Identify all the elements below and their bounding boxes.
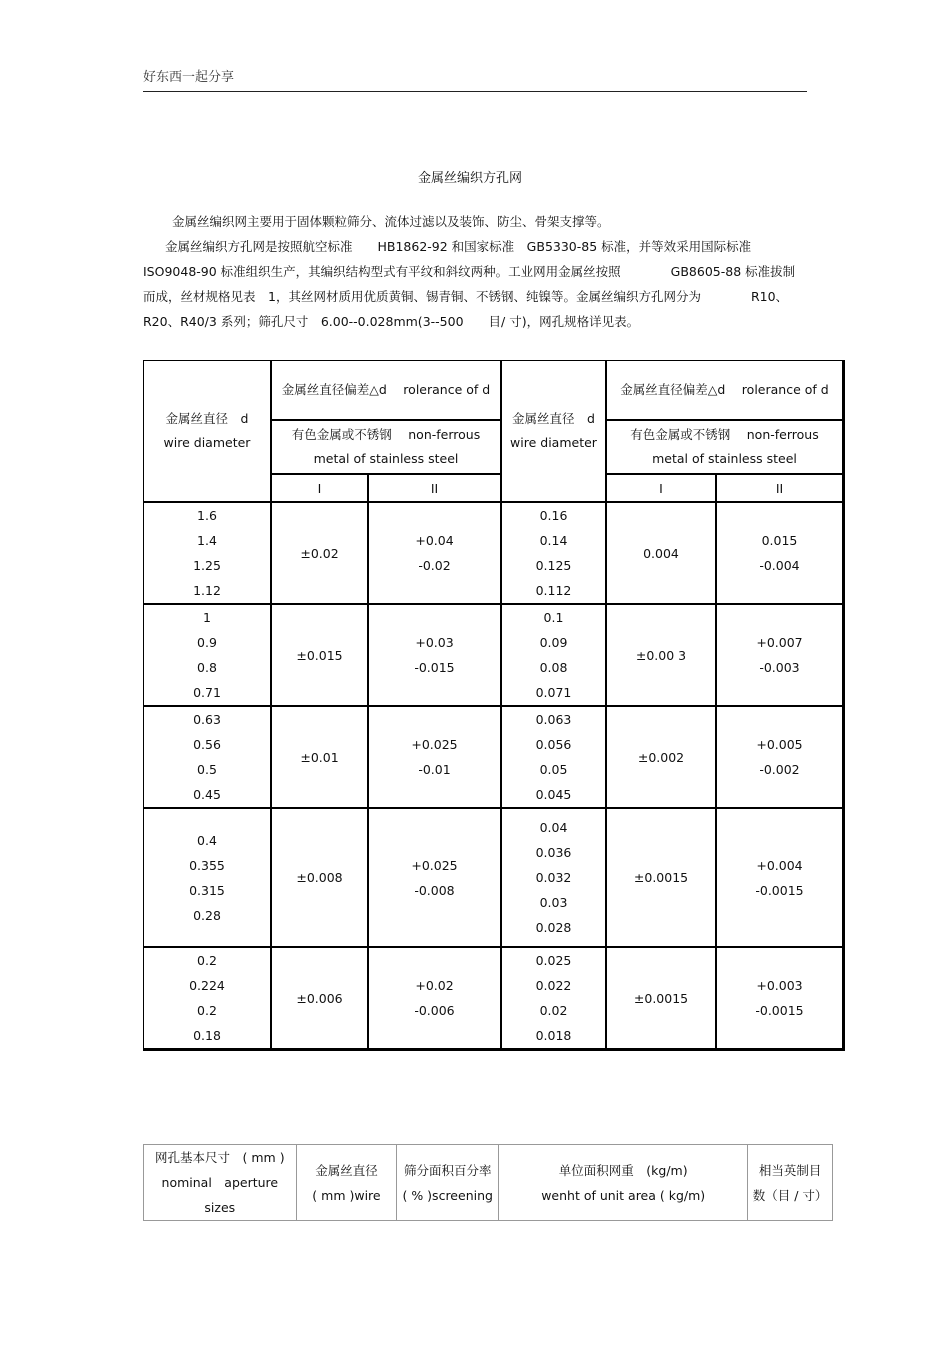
header-material: 有色金属或不锈钢 non-ferrous metal of stainless steel — [272, 421, 502, 475]
tolerance-grade-1-cell: ±0.00 3 — [607, 605, 717, 707]
tolerance-grade-2-cell: +0.025 -0.008 — [369, 809, 502, 948]
tolerance-grade-2-cell: +0.005 -0.002 — [717, 707, 844, 809]
paragraph-line: ISO9048-90 标准组织生产，其编织结构型式有平纹和斜纹两种。工业网用金属丝按照 GB8605-88 标准拔制 — [143, 264, 796, 279]
header-aperture: 网孔基本尺寸 ( mm ) nominal aperture sizes — [144, 1145, 297, 1220]
tolerance-grade-1-cell: ±0.01 — [272, 707, 369, 809]
tolerance-grade-2-cell: +0.003 -0.0015 — [717, 948, 844, 1050]
header-grade-1-right: I — [607, 475, 717, 503]
tolerance-grade-1-cell: ±0.0015 — [607, 809, 717, 948]
header-wire-diameter: 金属丝直径 d wire diameter — [144, 361, 272, 503]
wire-diameter-cell: 0.063 0.056 0.05 0.045 — [502, 707, 607, 809]
tolerance-grade-1-cell: ±0.0015 — [607, 948, 717, 1050]
table-row — [144, 948, 844, 1050]
wire-diameter-cell: 0.63 0.56 0.5 0.45 — [144, 707, 272, 809]
table-row — [144, 503, 844, 605]
header-grade-2: II — [369, 475, 502, 503]
tolerance-grade-1-cell: ±0.015 — [272, 605, 369, 707]
paragraph-line: 金属丝编织网主要用于固体颗粒筛分、流体过滤以及装饰、防尘、骨架支撑等。 — [172, 214, 610, 229]
paragraph-line: 金属丝编织方孔网是按照航空标准 HB1862-92 和国家标准 GB5330-85 标准，并等效采用国际标准 — [165, 239, 752, 254]
paragraph-line: 而成，丝材规格见表 1，其丝网材质用优质黄铜、锡青铜、不锈钢、纯镍等。金属丝编织方孔网分为 R10、 — [143, 289, 789, 304]
tolerance-grade-1-cell: 0.004 — [607, 503, 717, 605]
header-wire-diameter-2: 金属丝直径 d wire diameter — [502, 361, 607, 503]
tolerance-grade-2-cell: +0.025 -0.01 — [369, 707, 502, 809]
table-row — [144, 809, 844, 948]
wire-diameter-cell: 0.16 0.14 0.125 0.112 — [502, 503, 607, 605]
wire-diameter-cell: 0.04 0.036 0.032 0.03 0.028 — [502, 809, 607, 948]
wire-diameter-cell: 1 0.9 0.8 0.71 — [144, 605, 272, 707]
header-divider — [143, 91, 807, 92]
wire-diameter-cell: 0.2 0.224 0.2 0.18 — [144, 948, 272, 1050]
tolerance-grade-1-cell: ±0.008 — [272, 809, 369, 948]
header-grade-2-right: II — [717, 475, 844, 503]
wire-tolerance-table — [143, 360, 845, 1051]
header-mesh-count: 相当英制目 数（目 / 寸） — [752, 1162, 828, 1203]
document-title: 金属丝编织方孔网 — [417, 171, 522, 186]
header-material-2: 有色金属或不锈钢 non-ferrous metal of stainless steel — [607, 421, 844, 475]
header-grade-1: I — [272, 475, 369, 503]
mesh-spec-table — [143, 1144, 833, 1221]
wire-diameter-cell: 0.1 0.09 0.08 0.071 — [502, 605, 607, 707]
tolerance-grade-2-cell: +0.03 -0.015 — [369, 605, 502, 707]
header-tolerance-2: 金属丝直径偏差△d rolerance of d — [607, 361, 844, 421]
table-row — [144, 605, 844, 707]
tolerance-grade-2-cell: +0.02 -0.006 — [369, 948, 502, 1050]
tolerance-grade-1-cell: ±0.02 — [272, 503, 369, 605]
tolerance-grade-2-cell: +0.007 -0.003 — [717, 605, 844, 707]
table-row — [144, 707, 844, 809]
tolerance-grade-2-cell: +0.04 -0.02 — [369, 503, 502, 605]
page-header: 好东西一起分享 — [143, 70, 235, 85]
header-screening: 筛分面积百分率 ( % )screening — [397, 1145, 499, 1220]
header-wire: 金属丝直径 ( mm )wire — [297, 1145, 398, 1220]
wire-diameter-cell: 0.025 0.022 0.02 0.018 — [502, 948, 607, 1050]
wire-diameter-cell: 0.4 0.355 0.315 0.28 — [144, 809, 272, 948]
wire-diameter-cell: 1.6 1.4 1.25 1.12 — [144, 503, 272, 605]
tolerance-grade-1-cell: ±0.002 — [607, 707, 717, 809]
tolerance-grade-2-cell: +0.004 -0.0015 — [717, 809, 844, 948]
header-weight: 单位面积网重 (kg/m) wenht of unit area ( kg/m) — [499, 1145, 748, 1220]
header-tolerance: 金属丝直径偏差△d rolerance of d — [272, 361, 502, 421]
tolerance-grade-2-cell: 0.015 -0.004 — [717, 503, 844, 605]
paragraph-line: R20、R40/3 系列；筛孔尺寸 6.00--0.028mm(3--500 目/ 寸)，网孔规格详见表。 — [143, 314, 640, 329]
tolerance-grade-1-cell: ±0.006 — [272, 948, 369, 1050]
